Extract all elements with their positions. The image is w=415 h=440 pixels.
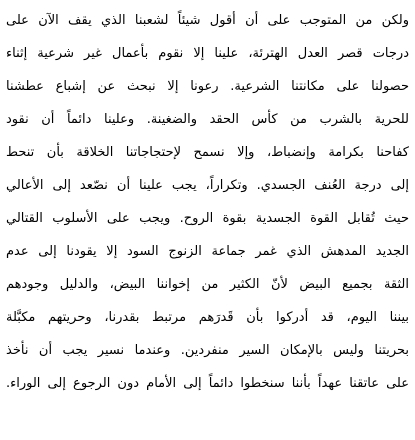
text-line-4: للحرية بالشرب من كأس الحقد والضغينة. وعلينا دائماً أن نقود [6, 112, 409, 127]
text-line-10: بيننا اليوم، قد أدركوا بأن قَدرَهم مرتبط بقدرنا، وحريتهم مكبَّلة [6, 310, 409, 325]
text-line-7: حيث تُقابل القوة الجسدية بقوة الروح. ويجب على الأسلوب القتالي [6, 211, 409, 226]
text-line-3: حصولنا على مكانتنا الشرعية. رعونا إلا نبحث عن إشباع عطشنا [6, 79, 409, 94]
paragraph-text [6, 4, 409, 400]
text-line-8: الجديد المدهش الذي غمر جماعة الزنوج السود إلا يقودنا إلى عدم [6, 244, 409, 259]
text-line-9: الثقة بجميع البيض لأنّ الكثير من إخواننا البيض، والدليل وجودهم [6, 277, 409, 292]
text-line-2: درجات قصر العدل الهترئة، علينا إلا نقوم بأعمال غير شرعية إثناء [6, 46, 409, 61]
text-line-12: على عاتقنا عهداً بأننا سنخطوا دائماً إلى الأمام دون الرجوع إلى الوراء. [6, 376, 409, 391]
text-line-1: ولكن من المتوجب على أن أقول شيئاً لشعبنا الذي يقف الآن على [6, 13, 409, 28]
text-line-6: إلى درجة العُنف الجسدي. وتكراراً، يجب علينا أن نصّعد إلى الأعالي [6, 178, 409, 193]
text-line-11: بحريتنا وليس بالإمكان السير منفردين. وعندما نسير يجب أن نأخذ [6, 343, 409, 358]
text-line-5: كفاحنا بكرامة وإنضباط، وإلا نسمح لإحتجاجاتنا الخلاقة بأن تنحط [6, 145, 409, 160]
